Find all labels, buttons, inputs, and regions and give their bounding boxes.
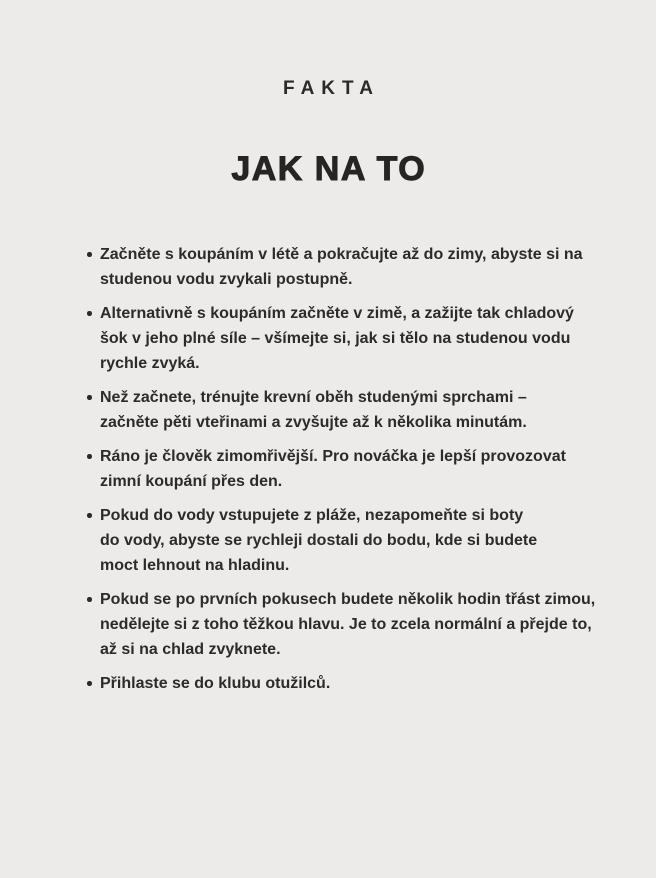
text-line: Ráno je člověk zimomřivější. Pro nováčka je lepší provozovat — [100, 448, 566, 465]
text-line: šok v jeho plné síle – všímejte si, jak si tělo na studenou vodu — [100, 330, 571, 347]
text-line: do vody, abyste se rychleji dostali do bodu, kde si budete — [100, 532, 538, 549]
text-line: až si na chlad zvyknete. — [100, 641, 281, 658]
section-kicker: FAKTA — [283, 78, 380, 99]
page-title: JAK NA TO — [231, 150, 427, 188]
bullet-icon — [87, 513, 92, 518]
tips-list — [0, 242, 656, 696]
text-line: moct lehnout na hladinu. — [100, 557, 290, 574]
text-line: studenou vodu zvykali postupně. — [100, 271, 353, 288]
text-line: Pokud do vody vstupujete z pláže, nezapomeňte si boty — [100, 507, 524, 524]
text-line: zimní koupání přes den. — [100, 473, 283, 490]
bullet-icon — [87, 454, 92, 459]
bullet-icon — [87, 681, 92, 686]
list-item — [100, 587, 616, 662]
bullet-icon — [87, 597, 92, 602]
list-item — [100, 503, 616, 578]
list-item — [100, 242, 616, 292]
text-line: Začněte s koupáním v létě a pokračujte až do zimy, abyste si na — [100, 246, 583, 263]
text-line: začněte pěti vteřinami a zvyšujte až k několika minutám. — [100, 414, 527, 431]
text-line: Alternativně s koupáním začněte v zimě, a zažijte tak chladový — [100, 305, 574, 322]
list-item — [100, 671, 616, 696]
text-line: rychle zvyká. — [100, 355, 200, 372]
bullet-icon — [87, 252, 92, 257]
list-item — [100, 301, 616, 376]
text-line: Než začnete, trénujte krevní oběh studenými sprchami – — [100, 389, 527, 406]
text-line: nedělejte si z toho těžkou hlavu. Je to zcela normální a přejde to, — [100, 616, 592, 633]
text-line: Přihlaste se do klubu otužilců. — [100, 675, 331, 692]
list-item — [100, 444, 616, 494]
book-page — [0, 78, 656, 878]
bullet-icon — [87, 311, 92, 316]
bullet-icon — [87, 395, 92, 400]
text-line: Pokud se po prvních pokusech budete několik hodin třást zimou, — [100, 591, 596, 608]
list-item — [100, 385, 616, 435]
